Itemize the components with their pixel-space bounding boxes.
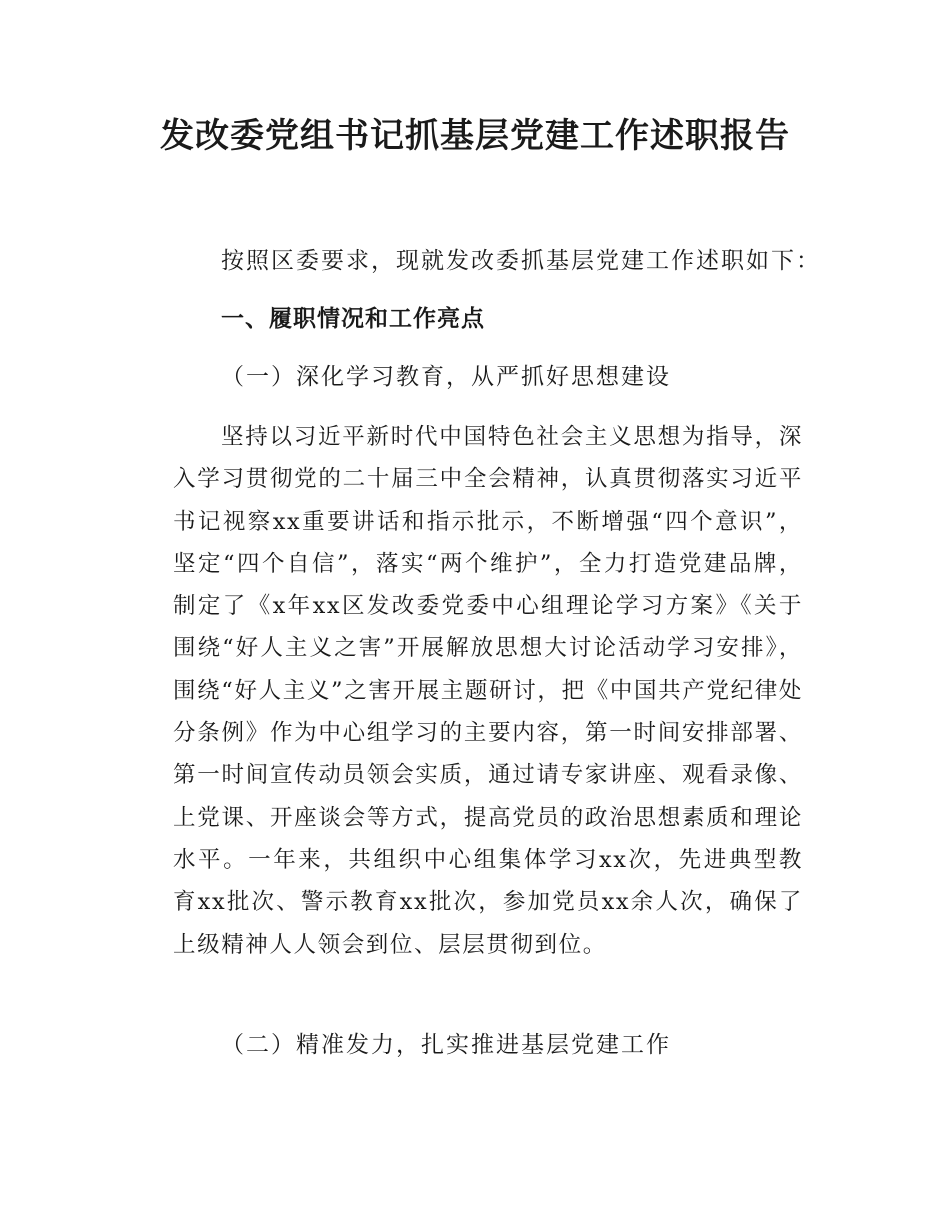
section-heading-1: 一、履职情况和工作亮点 xyxy=(221,306,485,332)
intro-paragraph: 按照区委要求，现就发改委抓基层党建工作述职如下： xyxy=(221,248,821,274)
document-title: 发改委党组书记抓基层党建工作述职报告 xyxy=(160,116,790,156)
subsection-heading-2: （二）精准发力，扎实推进基层党建工作 xyxy=(221,1032,671,1058)
subsection-1-body: 坚持以习近平新时代中国特色社会主义思想为指导，深入学习贯彻党的二十届三中全会精神，认真贯彻落实习近平书记视察xx重要讲话和指示批示，不断增强“四个意识”，坚定“四个自信”，落实“两个维护”，全力打造党建品牌，制定了《x年xx区发改委党委中心组理论学习方案》《关于围绕“好人主义之害”开展解放思想大讨论活动学习安排》，围绕“好人主义”之害开展主题研讨，把《中国共产党纪律处分条例》作为中心组学习的主要内容，第一时间安排部署、第一时间宣传动员领会实质，通过请专家讲座、观看录像、上党课、开座谈会等方式，提高党员的政治思想素质和理论水平。一年来，共组织中心组集体学习xx次，先进典型教育xx批次、警示教育xx批次，参加党员xx余人次，确保了上级精神人人领会到位、层层贯彻到位。 xyxy=(173,424,803,958)
subsection-heading-1: （一）深化学习教育，从严抓好思想建设 xyxy=(221,364,671,390)
